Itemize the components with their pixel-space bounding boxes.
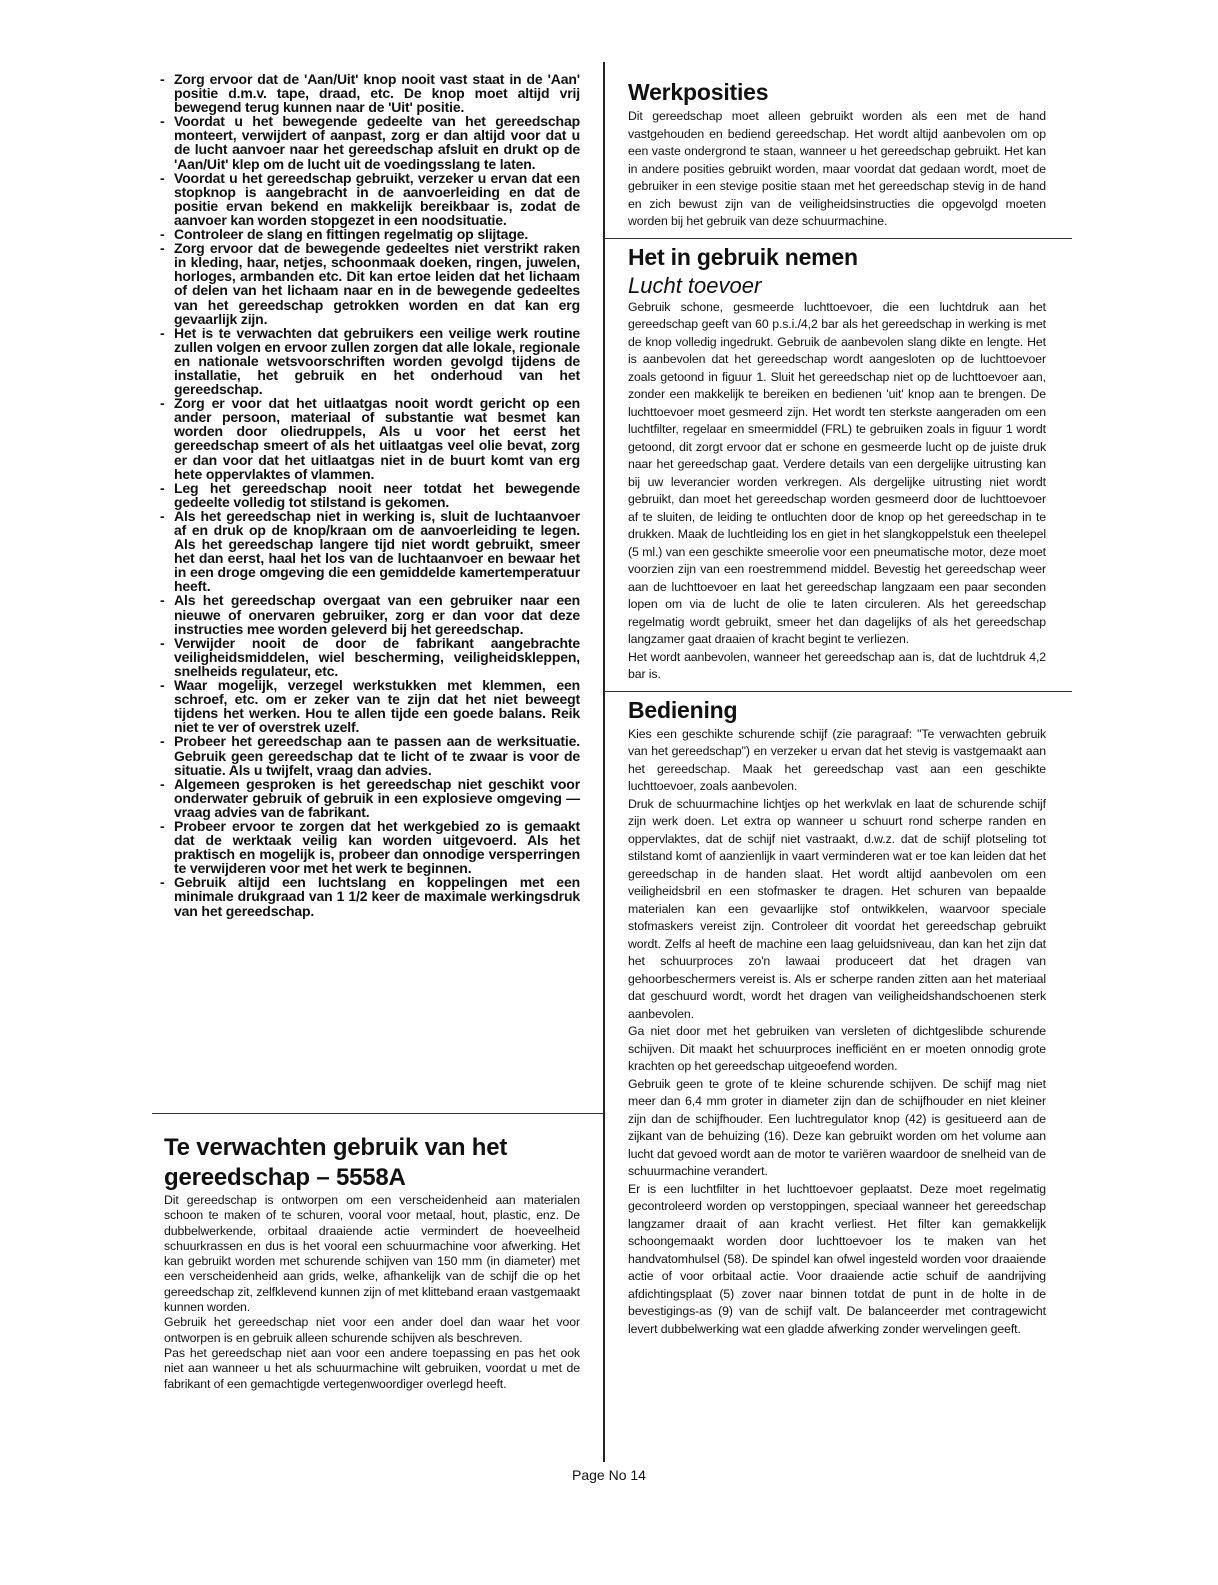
section-divider [604,691,1072,692]
column-divider [603,62,605,1462]
page-number: Page No 14 [572,1467,646,1483]
safety-instructions-column [156,72,580,918]
werkposities-section [628,76,1046,231]
section-title: Bediening [628,696,738,723]
paragraph: Dit gereedschap moet alleen gebruikt worden als een met de hand vastgehouden en bediend gereedschap. Het wordt altijd aanbevolen om op een vaste ondergrond te staan, wanneer u het gereedschap gebruikt. Het kan in andere posities gebruikt worden, maar voordat dat gedaan wordt, moet de gebruiker in een stevige positie staan met het gereedschap stevig in de hand en zich bewust zijn van de veiligheidsinstructies die opgevolgd moeten worden bij het gebruik van deze schuurmachine. [628,109,1046,228]
paragraph: Gebruik schone, gesmeerde luchttoevoer, die een luchtdruk aan het gereedschap geeft van 60 p.s.i./4,2 bar als het gereedschap in werking is met de knop volledig ingedrukt. Gebruik de aanbevolen slang dikte en lengte. Het is aanbevolen dat het gereedschap wordt aangesloten op de luchttoevoer zoals getoond in figuur 1. Sluit het gereedschap niet op de luchttoevoer aan, zonder een makkelijk te bereiken en bedienen 'uit' knop aan te brengen. De luchttoevoer moet gesmeerd zijn. Het wordt ten sterkste aangeraden om een luchtfilter, regelaar en smeermiddel (FRL) te gebruiken zoals in figuur 1 wordt getoond, dit zorgt ervoor dat er schone en gesmeerde lucht op de juiste druk naar het gereedschap gaat. Verdere details van een dergelijke uitrusting kan bij uw leverancier worden verkregen. Als dergelijke uitrusting niet wordt gebruikt, dan moet het gereedschap worden gesmeerd door de luchttoevoer af te sluiten, de leiding te ontluchten door de knop op het gereedschap in te drukken. Maak de luchtleiding los en giet in het slangkoppelstuk een theelepel (5 ml.) van een geschikte smeerolie voor een pneumatische motor, deze moet voorzien zijn van een roestremmend middel. Bevestig het gereedschap weer aan de luchttoevoer en laat het gereedschap langzaam een paar seconden lopen om via de lucht de olie te laten circuleren. Als het gereedschap regelmatig wordt gebruikt, smeer het dan dagelijks of als het gereedschap langzamer gaat draaien of kracht begint te verliezen. [628,299,1046,646]
list-item: - Als het gereedschap overgaat van een gebruiker naar een nieuwe of onervaren gebruiker, zorg er dan voor dat deze instructies mee worden geleverd bij het gereedschap. [156,593,580,635]
list-item: - Probeer ervoor te zorgen dat het werkgebied zo is gemaakt dat de werktaak veilig kan worden uitgevoerd. Als het praktisch en mogelijk is, probeer dan onnodige versperringen te verwijderen voor met het werk te beginnen. [156,819,580,875]
right-column [628,76,1046,1338]
list-item: - Als het gereedschap niet in werking is, sluit de luchtaanvoer af en druk op de knop/kraan om de aanvoerleiding te legen. Als het gereedschap langere tijd niet wordt gebruikt, smeer het dan eerst, haal het los van de luchtaanvoer en bewaar het in een droge omgeving die een gemiddelde kamertemperatuur heeft. [156,509,580,594]
list-item: - Probeer het gereedschap aan te passen aan de werksituatie. Gebruik geen gereedschap dat te licht of te zwaar is voor de situatie. Als u twijfelt, vraag dan advies. [156,734,580,776]
paragraph: Ga niet door met het gebruiken van versleten of dichtgeslibde schurende schijven. Dit maakt het schuurproces inefficiënt en er moeten onnodig grote krachten op het gereedschap uitgeoefend worden. [628,1024,1046,1073]
paragraph: Er is een luchtfilter in het luchttoevoer geplaatst. Deze moet regelmatig gecontroleerd worden op verstoppingen, speciaal wanneer het gereedschap langzamer draait of aan kracht verliest. Het filter kan gemakkelijk schoongemaakt worden door luchttoevoer los te maken van het handvatomhulsel (58). De spindel kan ofwel ingesteld worden voor draaiende actie of voor orbitaal actie. Voor draaiende actie schuif de aandrijving afdichtingsplaat (5) zover naar binnen totdat de punt in de holte in de bevestigings-as (9) van de schijf valt. De balanceerder met contragewicht levert dubbelwerking wat een gladde afwerking zonder wervelingen geeft. [628,1181,1046,1336]
paragraph: Kies een geschikte schurende schijf (zie paragraaf: "Te verwachten gebruik van het gereedschap") en verzeker u ervan dat het stevig is vastgemaakt aan het gereedschap. Maak het gereedschap vast aan een geschikte luchttoevoer, zoals aanbevolen. [628,726,1046,793]
section-divider [604,238,1072,239]
paragraph: Het wordt aanbevolen, wanneer het gereedschap aan is, dat de luchtdruk 4,2 bar is. [628,649,1046,681]
paragraph: Druk de schuurmachine lichtjes op het werkvlak en laat de schurende schijf zijn werk doen. Let extra op wanneer u schuurt rond scherpe randen en oppervlaktes, dat de schijf niet vastraakt, d.w.z. dat de schijf plotseling tot stilstand komt of aanzienlijk in vaart verminderen wat er toe kan leiden dat het gereedschap in de handen slaat. Het wordt altijd aanbevolen om een veiligheidsbril en een stofmasker te dragen. Het schuren van bepaalde materialen kan een gevaarlijke stof ontwikkelen, waarvoor speciale stofmaskers vereist zijn. Controleer dit voordat het gereedschap gebruikt wordt. Zelfs al heeft de machine een laag geluidsniveau, dan kan het zijn dat het schuurproces zo'n lawaai produceert dat het dragen van gehoorbeschermers vereist is. Als er scherpe randen zitten aan het materiaal dat geschuurd wordt, wordt het dragen van veiligheidshandschoenen sterk aanbevolen. [628,796,1046,1021]
section-title [164,1133,580,1193]
safety-bullet-list [156,72,580,918]
list-item: - Zorg er voor dat het uitlaatgas nooit wordt gericht op een ander persoon, materiaal of substantie wat besmet kan worden door oliedruppels, Als u voor het eerst het gereedschap smeert of als het uitlaatgas veel olie bevat, zorg er dan voor dat het uitlaatgas niet in de buurt komt van erg hete oppervlaktes of vlammen. [156,396,580,481]
list-item: - Het is te verwachten dat gebruikers een veilige werk routine zullen volgen en ervoor zullen zorgen dat alle lokale, regionale en nationale wetsvoorschriften worden gevolgd tijdens de installatie, het gebruik en het onderhoud van het gereedschap. [156,326,580,396]
section-title-line: gereedschap – 5558A [164,1164,406,1191]
intended-use-section [164,1133,580,1392]
list-item: - Voordat u het bewegende gedeelte van het gereedschap monteert, verwijdert of aanpast, zorg er dan altijd voor dat u de lucht aanvoer naar het gereedschap afsluit en drukt op de 'Aan/Uit' klep om de lucht uit de voedingsslang te laten. [156,114,580,170]
in-gebruik-section [628,241,1046,684]
section-title: Werkposities [628,79,769,105]
paragraph: Pas het gereedschap niet aan voor een andere toepassing en pas het ook niet aan wanneer u het als schuurmachine wilt gebruiken, voordat u met de fabrikant of een gemachtigde vertegenwoordiger overlegd heeft. [164,1345,580,1391]
list-item: - Gebruik altijd een luchtslang en koppelingen met een minimale drukgraad van 1 1/2 keer de maximale werkingsdruk van het gereedschap. [156,875,580,917]
bediening-section [628,694,1046,1339]
list-item: - Zorg ervoor dat de 'Aan/Uit' knop nooit vast staat in de 'Aan' positie d.m.v. tape, draad, etc. De knop moet altijd vrij bewegend terug kunnen naar de 'Uit' positie. [156,72,580,114]
list-item: - Controleer de slang en fittingen regelmatig op slijtage. [156,227,580,241]
list-item: - Voordat u het gereedschap gebruikt, verzeker u ervan dat een stopknop is aangebracht in de aanvoerleiding en dat de positie ervan bekend en makkelijk bereikbaar is, zodat de aanvoer kan worden stopgezet in een noodsituatie. [156,171,580,227]
list-item: - Verwijder nooit de door de fabrikant aangebrachte veiligheidsmiddelen, wiel bescherming, veiligheidskleppen, snelheids regulateur, etc. [156,636,580,678]
list-item: - Waar mogelijk, verzegel werkstukken met klemmen, een schroef, etc. om er zeker van te zijn dat het niet beweegt tijdens het werken. Hou te allen tijde een goede balans. Reik niet te ver of overstrek uzelf. [156,678,580,734]
section-divider [152,1113,603,1114]
paragraph: Gebruik geen te grote of te kleine schurende schijven. De schijf mag niet meer dan 6,4 mm groter in diameter zijn dan de schijfhouder en niet kleiner zijn dan de schijfhouder. Een luchtregulator knop (42) is gesitueerd aan de zijkant van de behuizing (16). Deze kan gebruikt worden om het volume aan lucht dat gevoed wordt aan de motor te variëren waardoor de snelheid van de schuurmachine verandert. [628,1076,1046,1178]
paragraph: Gebruik het gereedschap niet voor een ander doel dan waar het voor ontworpen is en gebruik alleen schurende schijven als beschreven. [164,1315,580,1345]
paragraph: Dit gereedschap is ontworpen om een verscheidenheid aan materialen schoon te maken of te schuren, vooral voor metaal, hout, plastic, enz. De dubbelwerkende, orbitaal draaiende actie vermindert de hoeveelheid schuurkrassen en dus is het vooral een schuurmachine voor afwerking. Het kan gebruikt worden met schurende schijven van 150 mm (in diameter) met een verscheidenheid aan grids, welke, afhankelijk van de schijf die op het gereedschap zit, zelfklevend kunnen zijn of met klitteband eraan vastgemaakt kunnen worden. [164,1193,580,1315]
list-item: - Zorg ervoor dat de bewegende gedeeltes niet verstrikt raken in kleding, haar, netjes, schoonmaak doeken, ringen, juwelen, horloges, armbanden etc. Dit kan ertoe leiden dat het lichaam of delen van het lichaam naar en in de bewegende gedeeltes van het gereedschap getrokken worden en dat kan erg gevaarlijk zijn. [156,241,580,326]
list-item: - Algemeen gesproken is het gereedschap niet geschikt voor onderwater gebruik of gebruik in een explosieve omgeving — vraag advies van de fabrikant. [156,777,580,819]
list-item: - Leg het gereedschap nooit neer totdat het bewegende gedeelte volledig tot stilstand is gekomen. [156,481,580,509]
section-title-line: Te verwachten gebruik van het [164,1134,508,1161]
section-title: Het in gebruik nemen [628,243,858,270]
section-subtitle: Lucht toevoer [628,272,762,298]
